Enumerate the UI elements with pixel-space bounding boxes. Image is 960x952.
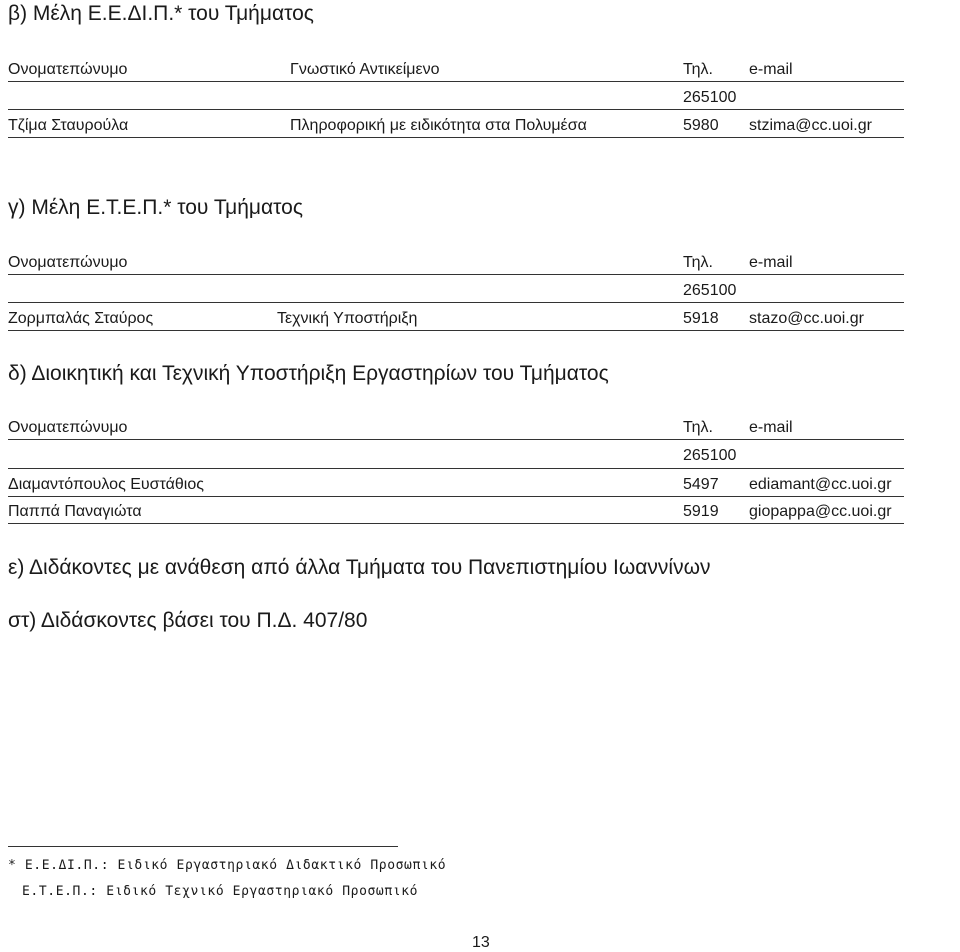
row-rule bbox=[8, 496, 904, 497]
header-email: e-mail bbox=[749, 61, 793, 78]
header-phone: Τηλ. bbox=[683, 254, 713, 271]
header-subject: Γνωστικό Αντικείμενο bbox=[290, 61, 440, 78]
row-email: giopappa@cc.uoi.gr bbox=[749, 503, 892, 520]
prefix-rule bbox=[8, 468, 904, 469]
row-phone: 5918 bbox=[683, 310, 719, 327]
header-email: e-mail bbox=[749, 254, 793, 271]
row-name: Τζίμα Σταυρούλα bbox=[8, 117, 129, 134]
section-b-title: β) Μέλη Ε.Ε.ΔΙ.Π.* του Τμήματος bbox=[8, 2, 314, 25]
header-email: e-mail bbox=[749, 419, 793, 436]
phone-prefix: 265100 bbox=[683, 89, 737, 106]
row-rule bbox=[8, 330, 904, 331]
phone-prefix: 265100 bbox=[683, 282, 737, 299]
footnote-etep: Ε.Τ.Ε.Π.: Ειδικό Τεχνικό Εργαστηριακό Προσωπικό bbox=[22, 884, 419, 899]
prefix-rule bbox=[8, 302, 904, 303]
phone-prefix: 265100 bbox=[683, 447, 737, 464]
header-rule bbox=[8, 439, 904, 440]
section-st-title: στ) Διδάσκοντες βάσει του Π.Δ. 407/80 bbox=[8, 609, 368, 632]
prefix-rule bbox=[8, 109, 904, 110]
row-email: stzima@cc.uoi.gr bbox=[749, 117, 872, 134]
footnote-eedip: * Ε.Ε.ΔΙ.Π.: Ειδικό Εργαστηριακό Διδακτικό Προσωπικό bbox=[8, 858, 447, 873]
row-phone: 5497 bbox=[683, 476, 719, 493]
header-phone: Τηλ. bbox=[683, 61, 713, 78]
row-subject: Τεχνική Υποστήριξη bbox=[277, 310, 418, 327]
row-name: Παππά Παναγιώτα bbox=[8, 503, 142, 520]
header-name: Ονοματεπώνυμο bbox=[8, 61, 128, 78]
row-email: ediamant@cc.uoi.gr bbox=[749, 476, 892, 493]
page-number: 13 bbox=[472, 934, 490, 951]
row-name: Διαμαντόπουλος Ευστάθιος bbox=[8, 476, 204, 493]
section-d-title: δ) Διοικητική και Τεχνική Υποστήριξη Εργαστηρίων του Τμήματος bbox=[8, 362, 609, 385]
row-phone: 5980 bbox=[683, 117, 719, 134]
section-e-title: ε) Διδάκοντες με ανάθεση από άλλα Τμήματα του Πανεπιστημίου Ιωαννίνων bbox=[8, 556, 711, 579]
header-phone: Τηλ. bbox=[683, 419, 713, 436]
footnote-rule bbox=[8, 846, 398, 847]
row-subject: Πληροφορική με ειδικότητα στα Πολυμέσα bbox=[290, 117, 587, 134]
row-rule bbox=[8, 523, 904, 524]
header-name: Ονοματεπώνυμο bbox=[8, 419, 128, 436]
header-rule bbox=[8, 274, 904, 275]
row-phone: 5919 bbox=[683, 503, 719, 520]
header-name: Ονοματεπώνυμο bbox=[8, 254, 128, 271]
row-name: Ζορμπαλάς Σταύρος bbox=[8, 310, 154, 327]
section-c-title: γ) Μέλη Ε.Τ.Ε.Π.* του Τμήματος bbox=[8, 196, 303, 219]
row-email: stazo@cc.uoi.gr bbox=[749, 310, 864, 327]
header-rule bbox=[8, 81, 904, 82]
row-rule bbox=[8, 137, 904, 138]
